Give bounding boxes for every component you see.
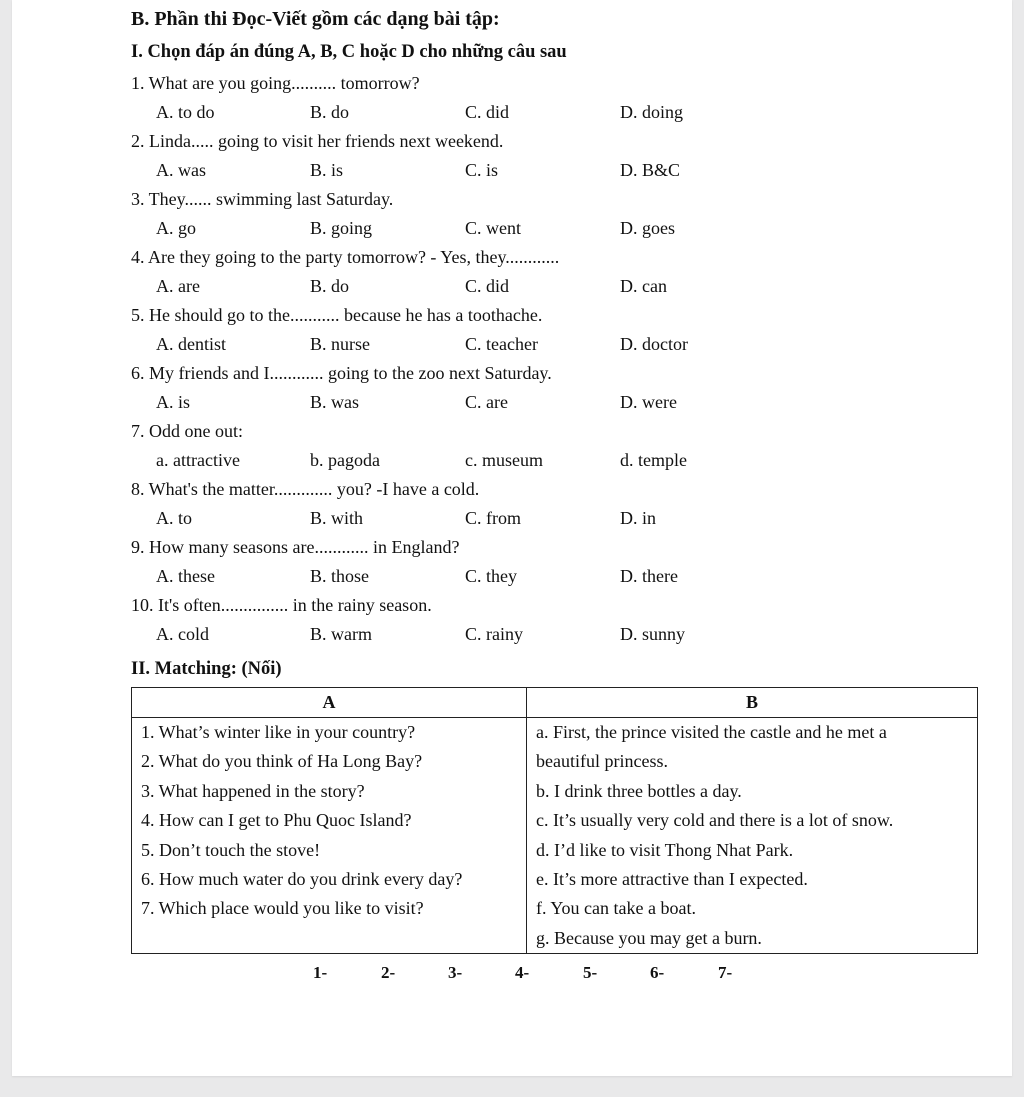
column-b-item: e. It’s more attractive than I expected. [536, 868, 808, 889]
column-a-item: 4. How can I get to Phu Quoc Island? [141, 810, 412, 831]
column-a-cell [132, 718, 527, 954]
answer-option: d. temple [620, 450, 687, 470]
answer-option: C. is [465, 160, 499, 180]
answer-option: D. doing [620, 102, 683, 122]
answer-option: A. are [156, 276, 200, 296]
answer-slot[interactable]: 7- [718, 963, 733, 982]
answer-option: C. rainy [465, 624, 523, 644]
column-a-item: 6. How much water do you drink every day? [141, 868, 463, 889]
answer-option: C. from [465, 508, 521, 528]
answer-option: C. did [465, 276, 510, 296]
section-title: B. Phần thi Đọc-Viết gồm các dạng bài tập: [131, 8, 500, 30]
column-a-item [141, 924, 517, 953]
part-1-title: I. Chọn đáp án đúng A, B, C hoặc D cho những câu sau [131, 42, 567, 62]
answer-option: B. nurse [310, 334, 370, 354]
answer-option: B. do [310, 102, 350, 122]
question-item [131, 592, 1011, 650]
answer-option: A. is [156, 392, 191, 412]
column-b-item: beautiful princess. [536, 751, 668, 772]
question-item [131, 186, 1011, 244]
answer-option: B. with [310, 508, 364, 528]
question-text: 8. What's the matter............. you? -I have a cold. [131, 479, 480, 499]
question-item [131, 360, 1011, 418]
answer-option: A. cold [156, 624, 209, 644]
answer-option: D. goes [620, 218, 675, 238]
column-b-cell [527, 718, 978, 954]
question-item [131, 476, 1011, 534]
question-text: 2. Linda..... going to visit her friends next weekend. [131, 131, 504, 151]
answer-slot[interactable]: 5- [583, 963, 598, 982]
column-a-item: 3. What happened in the story? [141, 780, 365, 801]
question-item [131, 534, 1011, 592]
question-item [131, 302, 1011, 360]
answer-option: D. can [620, 276, 667, 296]
answer-slot[interactable]: 3- [448, 963, 463, 982]
matching-table [131, 687, 978, 954]
answer-option: D. sunny [620, 624, 686, 644]
question-item [131, 128, 1011, 186]
question-text: 5. He should go to the........... because he has a toothache. [131, 305, 543, 325]
column-b-item: b. I drink three bottles a day. [536, 780, 742, 801]
answer-option: D. there [620, 566, 678, 586]
column-b-item: d. I’d like to visit Thong Nhat Park. [536, 839, 794, 860]
question-list [131, 70, 1011, 650]
question-text: 4. Are they going to the party tomorrow? - Yes, they............ [131, 247, 560, 267]
answer-slot[interactable]: 6- [650, 963, 665, 982]
question-item [131, 70, 1011, 128]
answer-option: C. teacher [465, 334, 538, 354]
column-a-item: 5. Don’t touch the stove! [141, 839, 321, 860]
answer-option: B. going [310, 218, 373, 238]
matching-body-row [132, 718, 978, 954]
answer-option: A. these [156, 566, 215, 586]
document-page [12, 0, 1012, 1076]
answer-option: A. dentist [156, 334, 226, 354]
answer-option: D. were [620, 392, 677, 412]
question-text: 6. My friends and I............ going to the zoo next Saturday. [131, 363, 552, 383]
answer-option: c. museum [465, 450, 543, 470]
answer-option: B. those [310, 566, 370, 586]
column-b-header: B [527, 688, 978, 718]
answer-row [12, 963, 1012, 989]
answer-option: A. to do [156, 102, 215, 122]
answer-slot[interactable]: 1- [313, 963, 328, 982]
column-a-item: 7. Which place would you like to visit? [141, 898, 424, 919]
question-text: 1. What are you going.......... tomorrow? [131, 73, 420, 93]
column-b-item: g. Because you may get a burn. [536, 927, 762, 948]
column-b-item: f. You can take a boat. [536, 898, 696, 919]
answer-slot[interactable]: 2- [381, 963, 396, 982]
column-b-item: a. First, the prince visited the castle and he met a [536, 722, 887, 742]
question-item [131, 418, 1011, 476]
answer-option: b. pagoda [310, 450, 380, 470]
answer-option: D. B&C [620, 160, 681, 180]
answer-option: C. they [465, 566, 517, 586]
answer-option: B. do [310, 276, 350, 296]
column-b-item: c. It’s usually very cold and there is a lot of snow. [536, 810, 894, 831]
answer-option: A. go [156, 218, 196, 238]
question-text: 10. It's often............... in the rainy season. [131, 595, 432, 615]
question-item [131, 244, 1011, 302]
answer-option: D. in [620, 508, 656, 528]
answer-option: B. is [310, 160, 344, 180]
part-2-title: II. Matching: (Nối) [131, 659, 282, 679]
answer-option: B. was [310, 392, 359, 412]
answer-slot[interactable]: 4- [515, 963, 530, 982]
question-text: 9. How many seasons are............ in England? [131, 537, 460, 557]
matching-header-row [132, 688, 978, 718]
answer-option: C. are [465, 392, 508, 412]
question-text: 7. Odd one out: [131, 421, 243, 441]
answer-option: a. attractive [156, 450, 240, 470]
answer-option: A. was [156, 160, 206, 180]
column-a-header: A [132, 688, 527, 718]
answer-option: C. did [465, 102, 510, 122]
column-a-item: 1. What’s winter like in your country? [141, 722, 416, 742]
column-a-item: 2. What do you think of Ha Long Bay? [141, 751, 423, 772]
answer-option: C. went [465, 218, 521, 238]
answer-option: D. doctor [620, 334, 688, 354]
answer-option: A. to [156, 508, 192, 528]
question-text: 3. They...... swimming last Saturday. [131, 189, 394, 209]
answer-option: B. warm [310, 624, 372, 644]
